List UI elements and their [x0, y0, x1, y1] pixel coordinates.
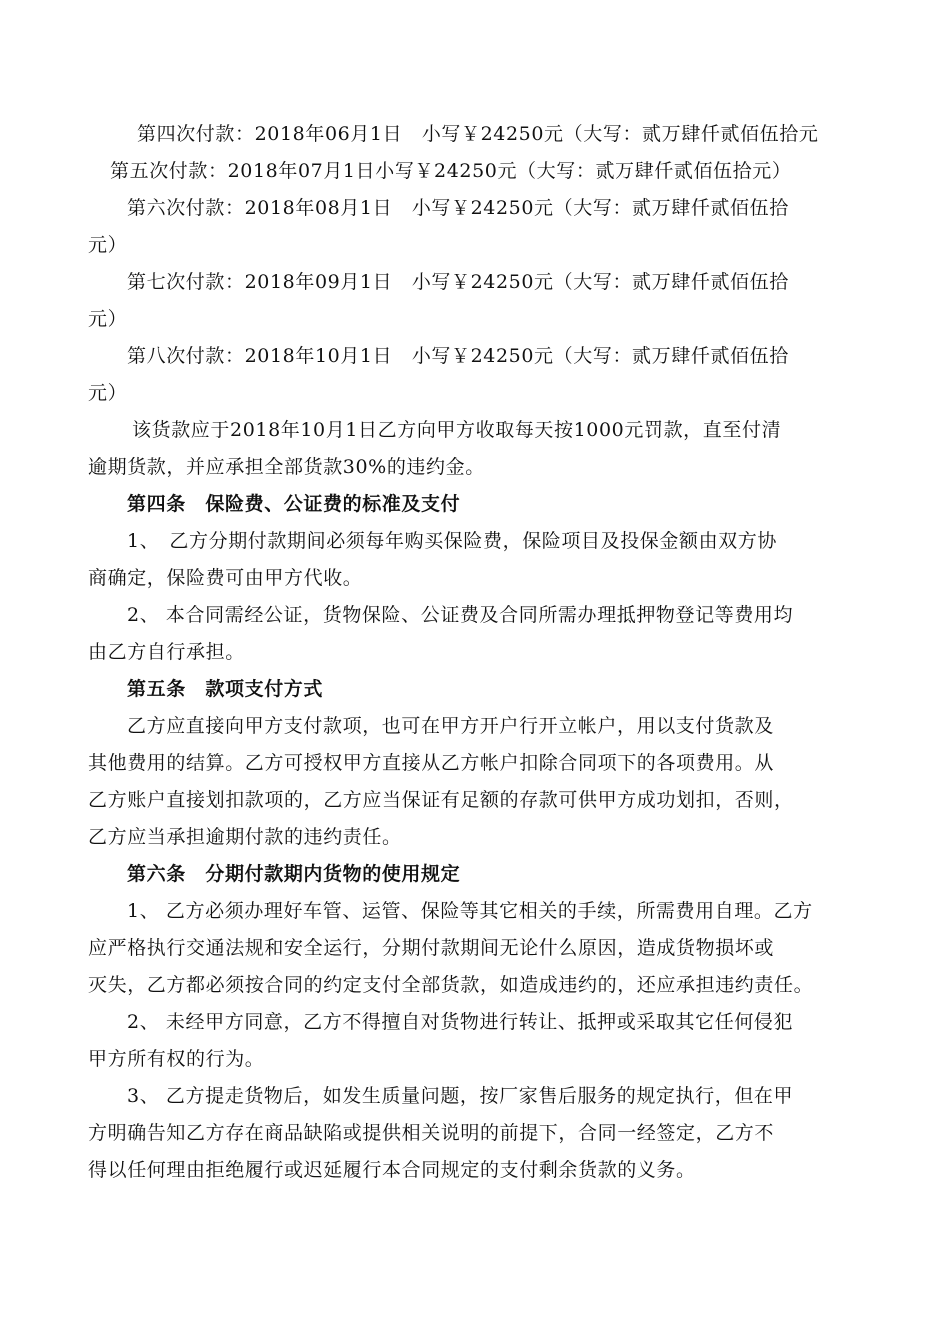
- article-6-heading: 第六条 分期付款期内货物的使用规定: [127, 863, 461, 885]
- penalty-line1: 该货款应于2018年10月1日乙方向甲方收取每天按1000元罚款，直至付清: [132, 419, 782, 441]
- article-6-item2-line2: 甲方所有权的行为。: [88, 1048, 265, 1070]
- article-5-line1: 乙方应直接向甲方支付款项，也可在甲方开户行开立帐户，用以支付货款及: [127, 715, 774, 737]
- article-4-item1-line1: 1、 乙方分期付款期间必须每年购买保险费，保险项目及投保金额由双方协: [127, 530, 777, 552]
- article-6-item2-line1: 2、 未经甲方同意，乙方不得擅自对货物进行转让、抵押或采取其它任何侵犯: [127, 1011, 794, 1033]
- article-5-line3: 乙方账户直接划扣款项的，乙方应当保证有足额的存款可供甲方成功划扣，否则，: [88, 789, 794, 811]
- article-6-item1-line2: 应严格执行交通法规和安全运行，分期付款期间无论什么原因，造成货物损坏或: [88, 937, 775, 959]
- payment-8-line2: 元）: [88, 382, 128, 404]
- payment-6-line1: 第六次付款：2018年08月1日 小写￥24250元（大写：贰万肆仟贰佰伍拾: [127, 197, 789, 219]
- article-4-item1-line2: 商确定，保险费可由甲方代收。: [88, 567, 363, 589]
- payment-7-line2: 元）: [88, 308, 128, 330]
- article-4-item2-line1: 2、 本合同需经公证，货物保险、公证费及合同所需办理抵押物登记等费用均: [127, 604, 794, 626]
- article-6-item3-line3: 得以任何理由拒绝履行或迟延履行本合同规定的支付剩余货款的义务。: [88, 1159, 696, 1181]
- article-6-item3-line2: 方明确告知乙方存在商品缺陷或提供相关说明的前提下，合同一经签定，乙方不: [88, 1122, 775, 1144]
- article-4-heading: 第四条 保险费、公证费的标准及支付: [127, 493, 461, 515]
- payment-8-line1: 第八次付款：2018年10月1日 小写￥24250元（大写：贰万肆仟贰佰伍拾: [127, 345, 789, 367]
- article-6-item1-line1: 1、 乙方必须办理好车管、运管、保险等其它相关的手续，所需费用自理。乙方: [127, 900, 813, 922]
- article-6-item1-line3: 灭失，乙方都必须按合同的约定支付全部货款，如造成违约的，还应承担违约责任。: [88, 974, 814, 996]
- payment-4: 第四次付款：2018年06月1日 小写￥24250元（大写：贰万肆仟贰佰伍拾元: [137, 123, 819, 145]
- article-5-heading: 第五条 款项支付方式: [127, 678, 324, 700]
- payment-7-line1: 第七次付款：2018年09月1日 小写￥24250元（大写：贰万肆仟贰佰伍拾: [127, 271, 789, 293]
- article-6-item3-line1: 3、 乙方提走货物后，如发生质量问题，按厂家售后服务的规定执行，但在甲: [127, 1085, 794, 1107]
- article-4-item2-line2: 由乙方自行承担。: [88, 641, 245, 663]
- article-5-line2: 其他费用的结算。乙方可授权甲方直接从乙方帐户扣除合同项下的各项费用。从: [88, 752, 775, 774]
- payment-5: 第五次付款：2018年07月1日小写￥24250元（大写：贰万肆仟贰佰伍拾元）: [110, 160, 792, 182]
- penalty-line2: 逾期货款，并应承担全部货款30%的违约金。: [88, 456, 485, 478]
- article-5-line4: 乙方应当承担逾期付款的违约责任。: [88, 826, 402, 848]
- payment-6-line2: 元）: [88, 234, 128, 256]
